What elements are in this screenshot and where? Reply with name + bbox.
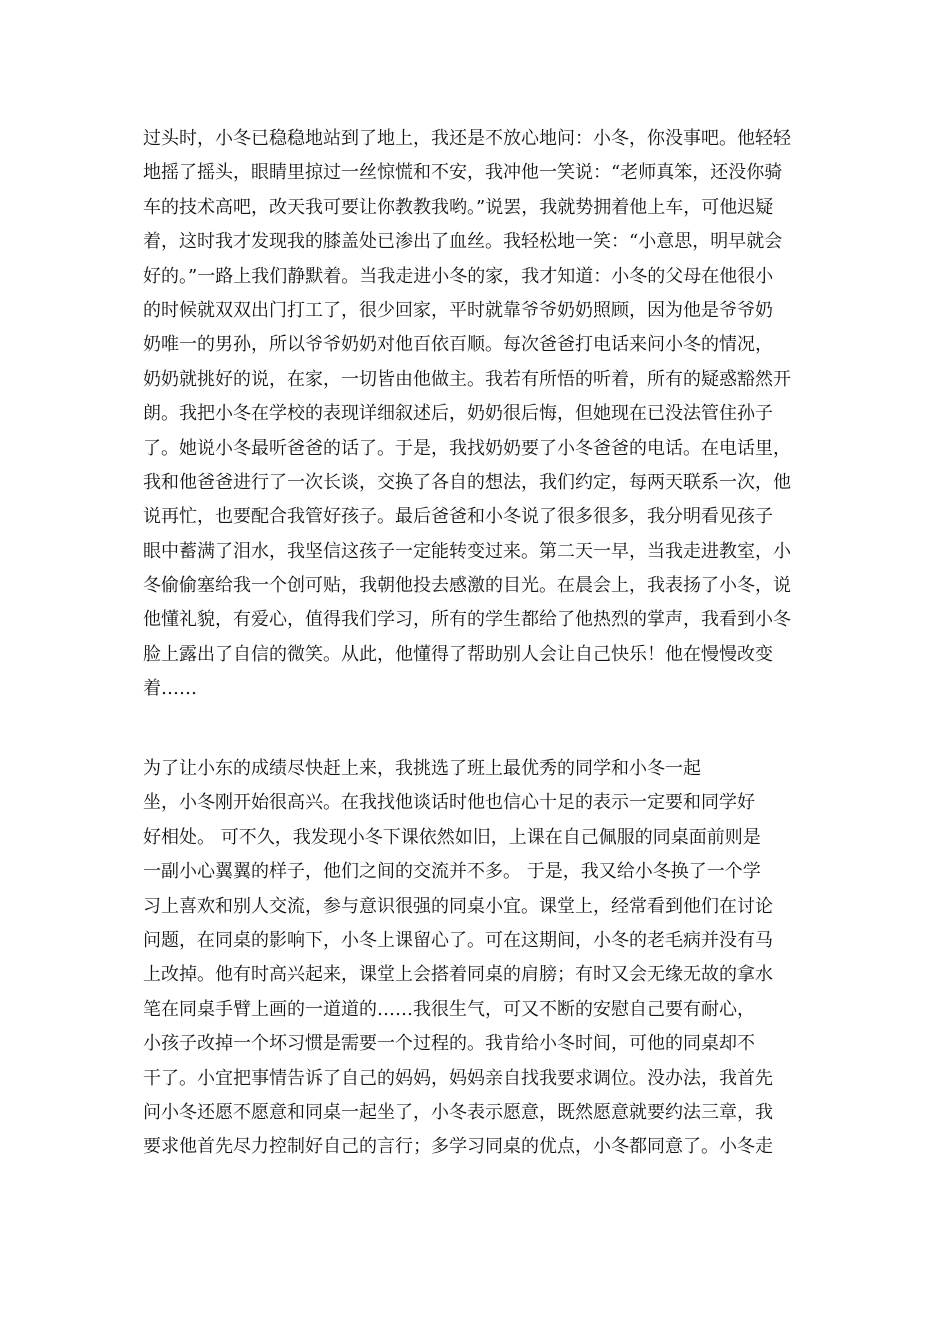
text-line: 了。她说小冬最听爸爸的话了。于是，我找奶奶要了小冬爸爸的电话。在电话里， bbox=[143, 437, 791, 459]
text-line: 奶唯一的男孙，所以爷爷奶奶对他百依百顺。每次爸爸打电话来问小冬的情况， bbox=[143, 334, 773, 356]
text-line: 笔在同桌手臂上画的一道道的……我很生气，可又不断的安慰自己要有耐心， bbox=[143, 998, 755, 1020]
text-line: 我和他爸爸进行了一次长谈，交换了各自的想法，我们约定，每两天联系一次，他 bbox=[143, 471, 791, 493]
text-line: 过头时，小冬已稳稳地站到了地上，我还是不放心地问：小冬，你没事吧。他轻轻 bbox=[143, 128, 791, 149]
text-line: 一副小心翼翼的样子，他们之间的交流并不多。 于是，我又给小冬换了一个学 bbox=[143, 861, 761, 883]
text-line: 说再忙，也要配合我管好孩子。最后爸爸和小冬说了很多很多，我分明看见孩子 bbox=[143, 506, 773, 528]
text-line: 奶奶就挑好的说，在家，一切皆由他做主。我若有所悟的听着，所有的疑惑豁然开 bbox=[143, 368, 791, 390]
text-line: 冬偷偷塞给我一个创可贴，我朝他投去感激的目光。在晨会上，我表扬了小冬，说 bbox=[143, 575, 791, 597]
text-line: 上改掉。他有时高兴起来，课堂上会搭着同桌的肩膀；有时又会无缘无故的拿水 bbox=[143, 964, 773, 986]
text-line: 脸上露出了自信的微笑。从此，他懂得了帮助别人会让自己快乐！他在慢慢改变 bbox=[143, 643, 773, 665]
text-line: 小孩子改掉一个坏习惯是需要一个过程的。我肯给小冬时间，可他的同桌却不 bbox=[143, 1033, 755, 1055]
text-line: 好的。”一路上我们静默着。当我走进小冬的家，我才知道：小冬的父母在他很小 bbox=[143, 265, 774, 287]
text-line: 为了让小东的成绩尽快赶上来，我挑选了班上最优秀的同学和小冬一起 bbox=[143, 758, 701, 779]
text-line: 干了。小宜把事情告诉了自己的妈妈，妈妈亲自找我要求调位。没办法，我首先 bbox=[143, 1067, 773, 1089]
paragraph-1 bbox=[143, 122, 811, 707]
text-line: 问小冬还愿不愿意和同桌一起坐了，小冬表示愿意，既然愿意就要约法三章，我 bbox=[143, 1101, 773, 1123]
text-line: 要求他首先尽力控制好自己的言行；多学习同桌的优点，小冬都同意了。小冬走 bbox=[143, 1136, 773, 1158]
text-line: 坐，小冬刚开始很高兴。在我找他谈话时他也信心十足的表示一定要和同学好 bbox=[143, 792, 755, 814]
text-line: 问题，在同桌的影响下，小冬上课留心了。可在这期间，小冬的老毛病并没有马 bbox=[143, 929, 773, 951]
text-line: 着，这时我才发现我的膝盖处已渗出了血丝。我轻松地一笑：“小意思，明早就会 bbox=[143, 231, 783, 253]
text-line: 他懂礼貌，有爱心，值得我们学习，所有的学生都给了他热烈的掌声，我看到小冬 bbox=[143, 609, 791, 631]
text-line: 的时候就双双出门打工了，很少回家，平时就靠爷爷奶奶照顾，因为他是爷爷奶 bbox=[143, 299, 773, 321]
text-line: 朗。我把小冬在学校的表现详细叙述后，奶奶很后悔，但她现在已没法管住孙子 bbox=[143, 403, 773, 425]
text-line: 眼中蓄满了泪水，我坚信这孩子一定能转变过来。第二天一早，当我走进教室，小 bbox=[143, 540, 791, 562]
paragraph-2 bbox=[143, 752, 811, 1165]
text-line: 车的技术高吧，改天我可要让你教教我哟。”说罢，我就势拥着他上车，可他迟疑 bbox=[143, 196, 774, 218]
text-line: 好相处。 可不久，我发现小冬下课依然如旧，上课在自己佩服的同桌面前则是 bbox=[143, 826, 761, 848]
text-line: 着…… bbox=[143, 678, 197, 700]
text-line: 地摇了摇头，眼睛里掠过一丝惊慌和不安，我冲他一笑说：“老师真笨，还没你骑 bbox=[143, 162, 783, 184]
text-line: 习上喜欢和别人交流，参与意识很强的同桌小宜。课堂上，经常看到他们在讨论 bbox=[143, 895, 773, 917]
